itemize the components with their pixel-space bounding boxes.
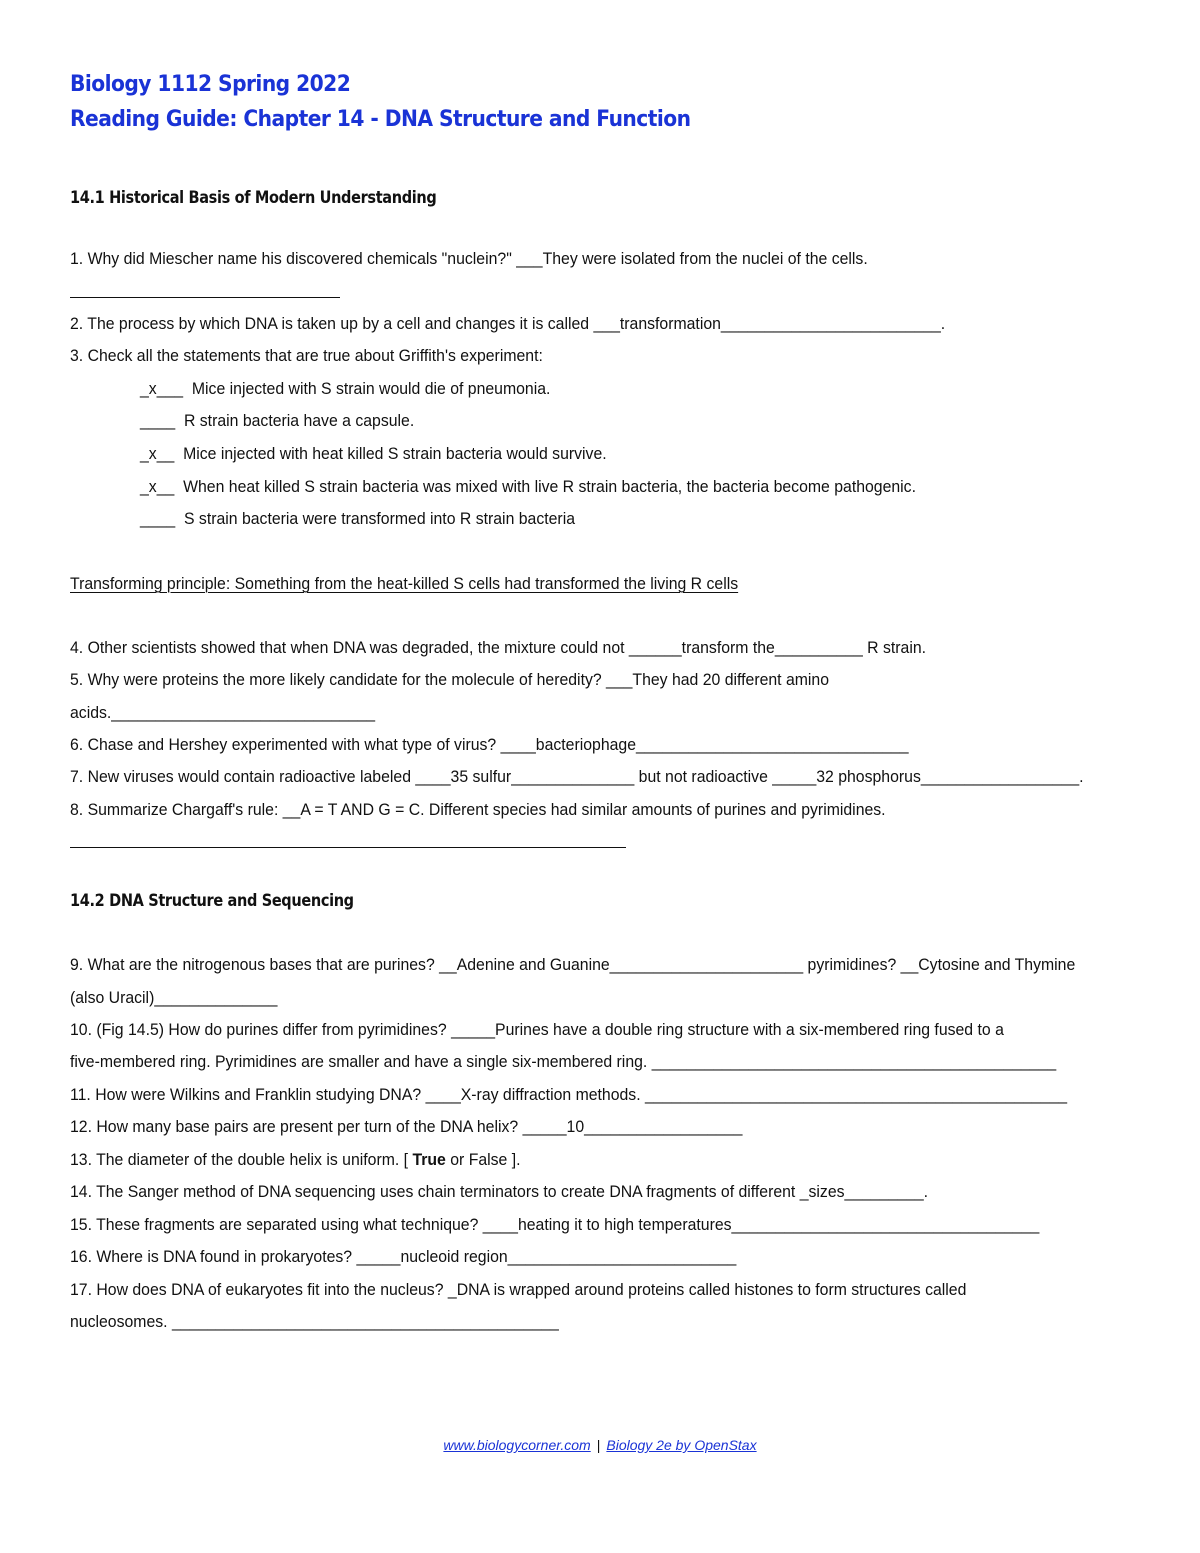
question-7: 7. New viruses would contain radioactive labeled ____35 sulfur______________ but not radioactive _____32 phosphorus__________________.: [70, 767, 1084, 786]
question-8-answer: __A = T AND G = C. Different species had similar amounts of purines and pyrimidines.: [282, 800, 886, 819]
question-9: 9. What are the nitrogenous bases that are purines? __Adenine and Guanine______________________ pyrimidines? __Cytosine and Thymine: [70, 955, 1076, 974]
biologycorner-link[interactable]: www.biologycorner.com: [443, 1437, 591, 1453]
question-1: [70, 248, 868, 270]
question-10-continued: five-membered ring. Pyrimidines are smaller and have a single six-membered ring. ______________________________________________: [70, 1052, 1057, 1071]
question-13: 13. The diameter of the double helix is uniform. [ True or False ].: [70, 1150, 521, 1169]
question-4: 4. Other scientists showed that when DNA was degraded, the mixture could not ______transform the__________ R strain.: [70, 638, 927, 657]
question-8: 8. Summarize Chargaff's rule: __A = T AND G = C. Different species had similar amounts of purines and pyrimidines.: [70, 800, 886, 819]
question-9-answer-2: __Cytosine and Thymine: [900, 955, 1076, 974]
section-heading-14-2: 14.2 DNA Structure and Sequencing: [70, 891, 354, 910]
check-mark: ____: [140, 411, 176, 430]
question-14-answer: _sizes_________: [799, 1182, 924, 1201]
question-5-answer: ___They had 20 different amino: [606, 670, 830, 689]
false-option: False: [468, 1150, 508, 1169]
griffith-statement-5: ____ S strain bacteria were transformed into R strain bacteria: [140, 509, 576, 528]
question-2-text: 2. The process by which DNA is taken up by a cell and changes it is called: [70, 314, 594, 333]
transforming-principle-note: Transforming principle: Something from the heat-killed S cells had transformed the living R cells: [70, 574, 739, 593]
question-7-answer-2: _____32 phosphorus__________________: [772, 767, 1080, 786]
question-6-answer: ____bacteriophage_______________________________: [500, 735, 909, 754]
question-9-answer-1: __Adenine and Guanine______________________: [439, 955, 804, 974]
question-3-prompt: 3. Check all the statements that are true about Griffith's experiment:: [70, 346, 543, 365]
question-17-continued: nucleosomes. ____________________________________________: [70, 1312, 559, 1331]
question-14: 14. The Sanger method of DNA sequencing uses chain terminators to create DNA fragments of different _sizes_________.: [70, 1182, 929, 1201]
check-mark: _x__: [140, 444, 175, 463]
griffith-statement-1: _x___ Mice injected with S strain would die of pneumonia.: [140, 379, 551, 398]
question-10: 10. (Fig 14.5) How do purines differ from pyrimidines? _____Purines have a double ring structure with a six-membered ring fused to a: [70, 1020, 1004, 1039]
page-footer: [0, 1437, 1200, 1453]
answer-rule: [70, 847, 626, 848]
openstax-link[interactable]: Biology 2e by OpenStax: [606, 1437, 757, 1453]
document-title: Biology 1112 Spring 2022: [70, 72, 351, 97]
question-1-text: 1. Why did Miescher name his discovered chemicals "nuclein?": [70, 249, 517, 268]
question-12-answer: _____10__________________: [522, 1117, 743, 1136]
question-17-answer: _DNA is wrapped around proteins called histones to form structures called: [447, 1280, 967, 1299]
question-10-answer: _____Purines have a double ring structure with a six-membered ring fused to a: [451, 1020, 1004, 1039]
question-4-answer: ______transform the__________: [628, 638, 863, 657]
selected-true-option: True: [412, 1150, 446, 1169]
footer-separator: |: [596, 1437, 601, 1453]
question-11-answer: ____X-ray diffraction methods. ________________________________________________: [425, 1085, 1068, 1104]
question-9-continued: (also Uracil)______________: [70, 988, 278, 1007]
section-heading-14-1: 14.1 Historical Basis of Modern Understanding: [70, 188, 437, 207]
question-15: 15. These fragments are separated using what technique? ____heating it to high temperatures___________________________________: [70, 1215, 1040, 1234]
check-mark: _x__: [140, 477, 175, 496]
griffith-statement-3: _x__ Mice injected with heat killed S strain bacteria would survive.: [140, 444, 607, 463]
question-11: 11. How were Wilkins and Franklin studying DNA? ____X-ray diffraction methods. ________________________________________________: [70, 1085, 1068, 1104]
griffith-statement-2: ____ R strain bacteria have a capsule.: [140, 411, 415, 430]
question-5-continued: acids.______________________________: [70, 703, 376, 722]
question-7-answer-1: ____35 sulfur______________: [415, 767, 635, 786]
question-16-answer: _____nucleoid region__________________________: [356, 1247, 737, 1266]
question-6: 6. Chase and Hershey experimented with what type of virus? ____bacteriophage_______________________________: [70, 735, 909, 754]
griffith-statement-4: _x__ When heat killed S strain bacteria was mixed with live R strain bacteria, the bacteria become pathogenic.: [140, 477, 916, 496]
question-5: 5. Why were proteins the more likely candidate for the molecule of heredity? ___They had 20 different amino: [70, 670, 830, 689]
answer-rule: [70, 297, 340, 298]
check-mark: ____: [140, 509, 176, 528]
question-17: 17. How does DNA of eukaryotes fit into the nucleus? _DNA is wrapped around proteins called histones to form structures called: [70, 1280, 967, 1299]
question-2-answer: ___transformation_________________________: [593, 314, 941, 333]
question-12: 12. How many base pairs are present per turn of the DNA helix? _____10__________________: [70, 1117, 743, 1136]
question-15-answer: ____heating it to high temperatures___________________________________: [482, 1215, 1040, 1234]
check-mark: _x___: [140, 379, 184, 398]
question-2: 2. The process by which DNA is taken up by a cell and changes it is called ___transformation_________________________.: [70, 314, 946, 333]
question-1-answer: ___They were isolated from the nuclei of the cells.: [516, 249, 868, 268]
document-subtitle: Reading Guide: Chapter 14 - DNA Structure and Function: [70, 107, 691, 132]
question-16: 16. Where is DNA found in prokaryotes? _____nucleoid region__________________________: [70, 1247, 737, 1266]
